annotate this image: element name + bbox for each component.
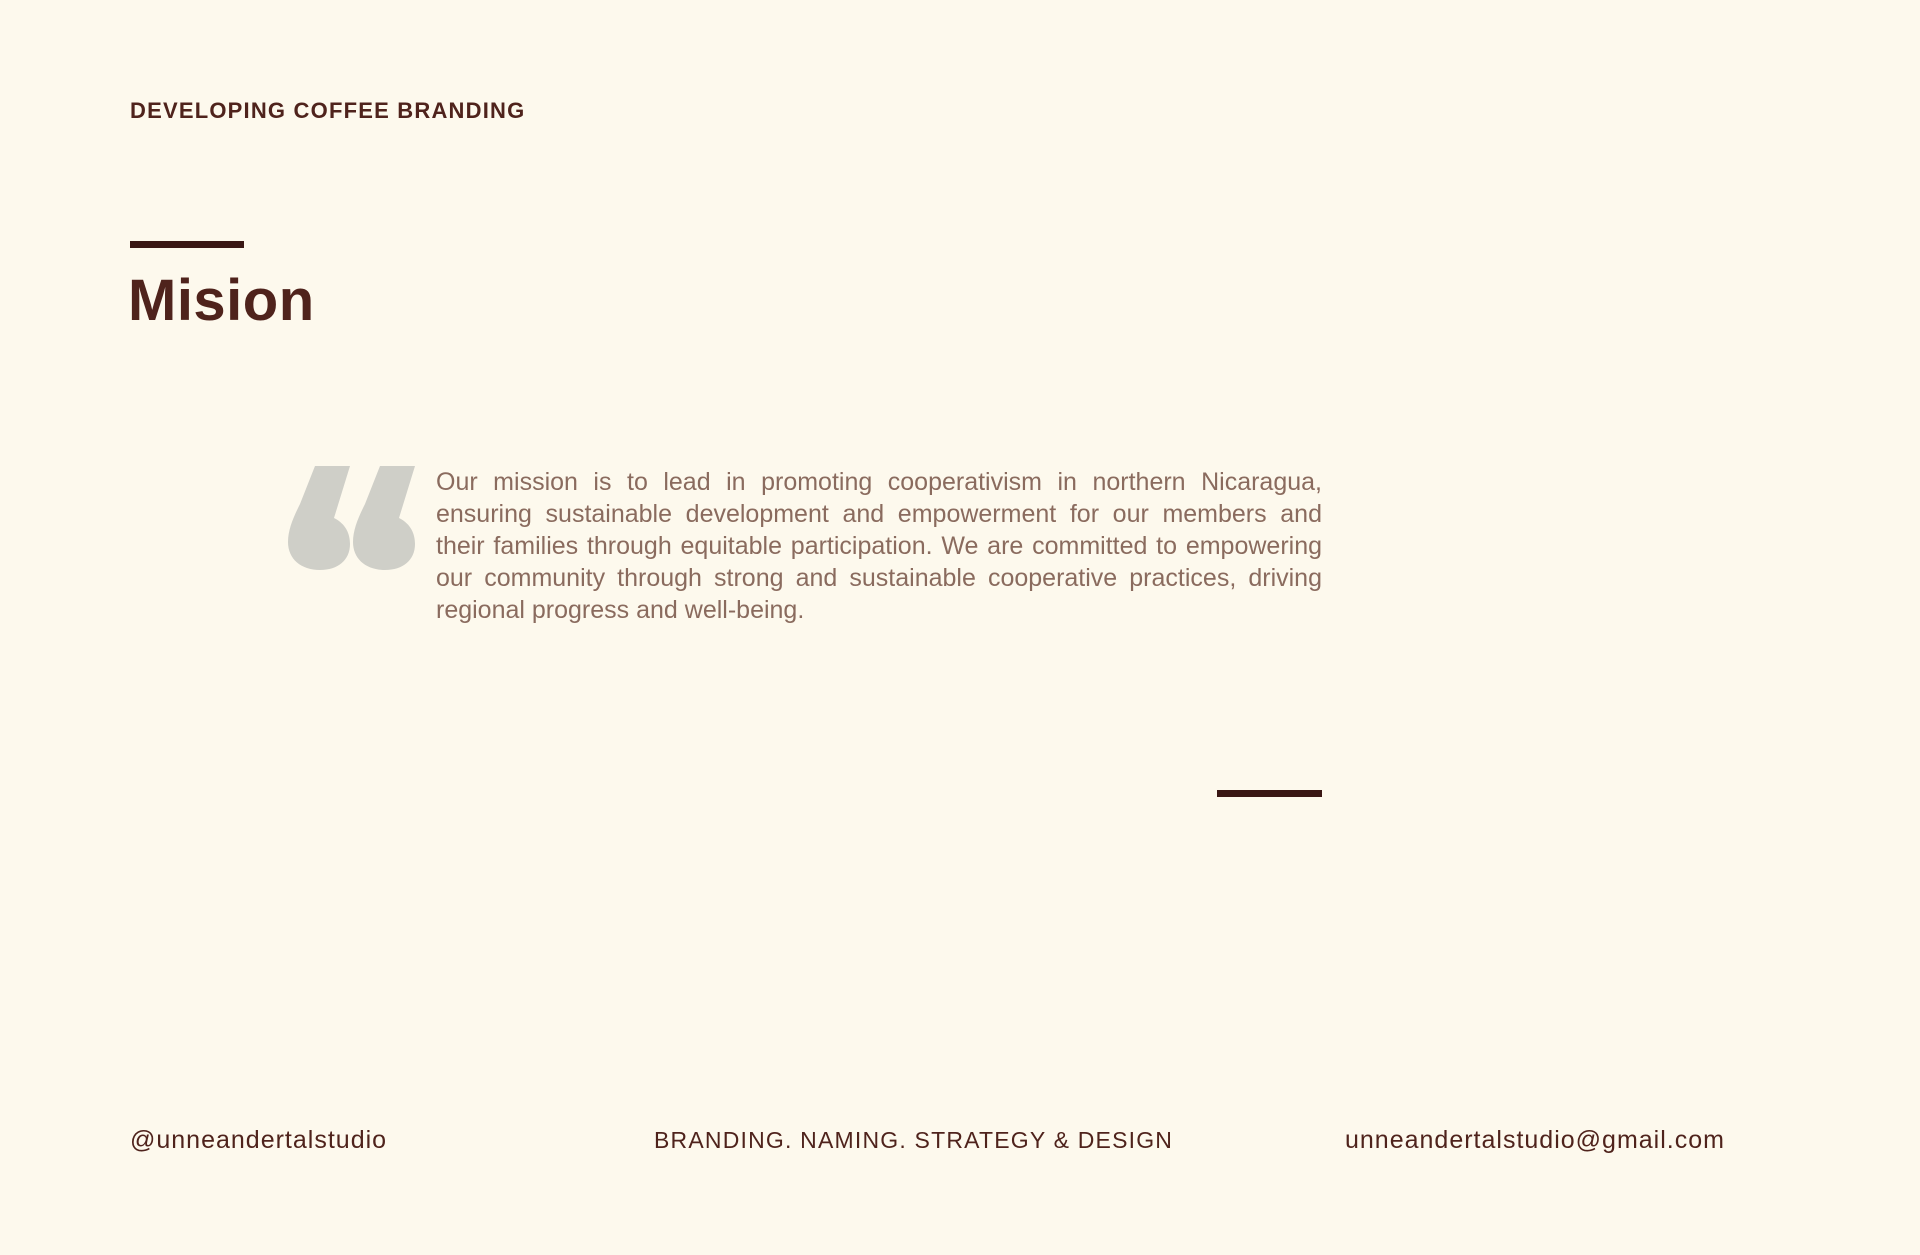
footer-social-handle[interactable]: @unneandertalstudio [130, 1126, 388, 1154]
footer-email-link[interactable]: unneandertalstudio@gmail.com [1345, 1126, 1725, 1154]
quote-mark-icon [288, 466, 415, 570]
title-accent-rule [130, 241, 244, 248]
mission-quote-text: Our mission is to lead in promoting cooperativism in northern Nicaragua, ensuring sustainable development and empowerment for our members and their families through equitable participation. We are committed to empowering our community through strong and sustainable cooperative practices, driving regional progress and well-being. [436, 468, 1322, 624]
footer-services: BRANDING. NAMING. STRATEGY & DESIGN [654, 1127, 1174, 1153]
header-title: DEVELOPING COFFEE BRANDING [130, 98, 526, 123]
section-title: Mision [128, 268, 315, 333]
quote-end-rule [1217, 790, 1322, 797]
